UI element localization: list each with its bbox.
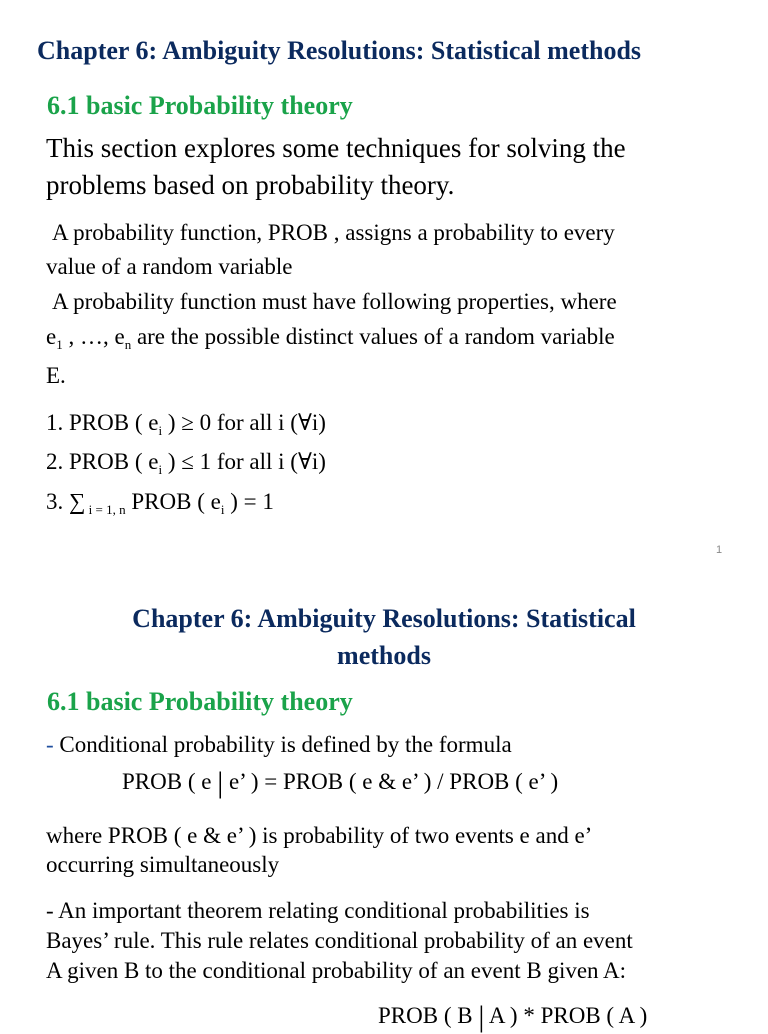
rule3-subscript2: i bbox=[220, 502, 225, 517]
rule3-suffix: ) = 1 bbox=[224, 489, 274, 514]
conditional-formula bbox=[122, 766, 558, 800]
rule2-subscript: i bbox=[158, 462, 163, 477]
bayes-formula-right: A ) * PROB ( A ) bbox=[484, 1003, 648, 1028]
bayes-formula bbox=[378, 1000, 647, 1034]
dash-bullet: - bbox=[46, 732, 54, 757]
rule2-suffix: ) ≤ 1 for all i (∀i) bbox=[162, 449, 326, 474]
slide1-lead-line2: problems based on probability theory. bbox=[46, 170, 455, 200]
para2-rest: are the possible distinct values of a random variable bbox=[131, 324, 615, 349]
where-line1: where PROB ( e & e’ ) is probability of two events e and e’ bbox=[46, 823, 593, 848]
rule1-prefix: 1. PROB ( e bbox=[46, 410, 159, 435]
slide1-section-title: 6.1 basic Probability theory bbox=[47, 91, 353, 120]
where-line2: occurring simultaneously bbox=[46, 852, 280, 877]
rule3-prefix: 3. ∑ bbox=[46, 489, 86, 514]
bayes-line1 bbox=[46, 898, 590, 924]
bayes-formula-left: PROB ( B bbox=[378, 1003, 479, 1028]
conditional-text: Conditional probability is defined by the formula bbox=[53, 732, 512, 757]
page-number: 1 bbox=[716, 544, 723, 556]
rule-3 bbox=[46, 489, 274, 515]
rule1-suffix: ) ≥ 0 for all i (∀i) bbox=[162, 410, 326, 435]
bayes-line3: A given B to the conditional probability of an event B given A: bbox=[46, 958, 627, 983]
formula-bar: | bbox=[217, 766, 224, 799]
formula-right: e’ ) = PROB ( e & e’ ) / PROB ( e’ ) bbox=[223, 769, 559, 794]
bayes-formula-bar: | bbox=[478, 1000, 485, 1033]
slide2-section-title: 6.1 basic Probability theory bbox=[47, 687, 353, 716]
formula-left: PROB ( e bbox=[122, 769, 218, 794]
rule3-mid: PROB ( e bbox=[125, 489, 221, 514]
en-subscript: n bbox=[124, 337, 132, 352]
slide1-para1-line2: value of a random variable bbox=[46, 254, 293, 279]
slide2-chapter-title-line1: Chapter 6: Ambiguity Resolutions: Statistical bbox=[132, 604, 636, 633]
slide1-para2-line3: E. bbox=[46, 363, 66, 388]
rule-1 bbox=[46, 410, 326, 436]
bayes-text1: An important theorem relating conditional probabilities is bbox=[53, 898, 590, 923]
rule1-subscript: i bbox=[158, 423, 163, 438]
rule-2 bbox=[46, 449, 326, 475]
slide1-para2-line2 bbox=[46, 324, 615, 350]
ellipsis-en: , …, e bbox=[62, 324, 125, 349]
rule3-subscript: i = 1, n bbox=[85, 502, 126, 517]
dash-bullet-2: - bbox=[46, 898, 54, 923]
slide1-para2-line1: A probability function must have following properties, where bbox=[52, 289, 617, 314]
slide1-chapter-title: Chapter 6: Ambiguity Resolutions: Statistical methods bbox=[37, 36, 642, 65]
slide2-chapter-title-line2: methods bbox=[337, 641, 431, 670]
e1-symbol: e bbox=[46, 324, 57, 349]
e1-subscript: 1 bbox=[56, 337, 63, 352]
conditional-line bbox=[46, 732, 512, 758]
bayes-line2: Bayes’ rule. This rule relates conditional probability of an event bbox=[46, 928, 633, 953]
rule2-prefix: 2. PROB ( e bbox=[46, 449, 159, 474]
slide1-lead-line1: This section explores some techniques for solving the bbox=[46, 133, 626, 163]
slide1-para1-line1: A probability function, PROB , assigns a probability to every bbox=[52, 220, 615, 245]
